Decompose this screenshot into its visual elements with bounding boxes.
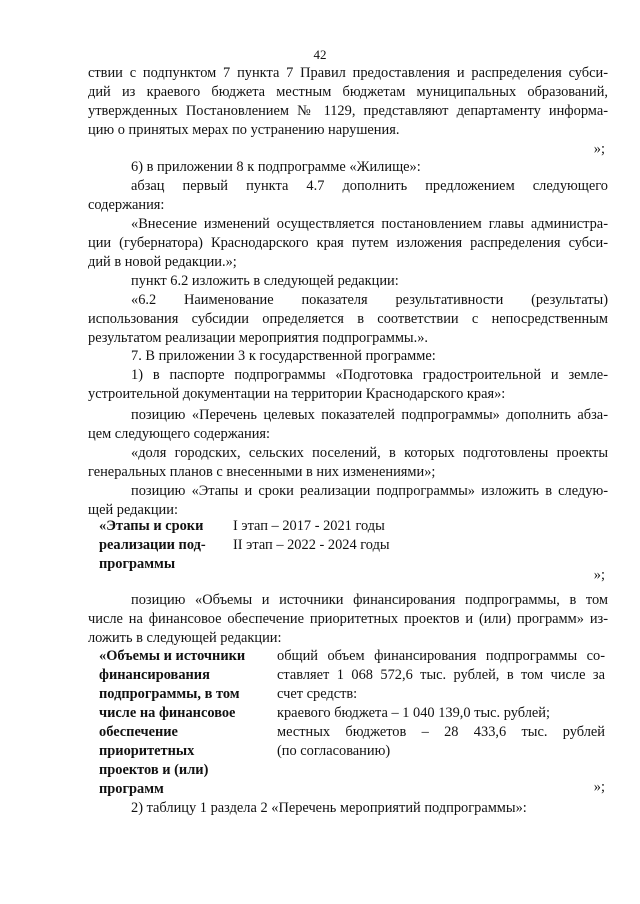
paragraph-continuation [88,64,608,159]
text-line: позицию «Объемы и источники финансирования подпрограммы, в том [131,592,608,608]
text-line: цию о принятых мерах по устранению нарушения. [88,122,400,138]
page-number: 42 [313,47,327,62]
item-6-section [88,158,608,348]
quoted-text-line: использования субсидии определяется в соответствии с непосредственным [88,311,608,327]
table-value-line: общий объем финансирования подпрограммы со- [277,648,605,664]
stages-closing [88,566,608,585]
financing-closing [88,778,608,797]
table-label-line: обеспечение [99,724,178,740]
table-label-line: проектов и (или) [99,762,209,778]
item-7-section [88,347,608,404]
item-7-heading: 7. В приложении 3 к государственной программе: [131,348,436,364]
table-value-line: (по согласованию) [277,743,391,759]
closing-quote: »; [593,779,605,795]
financing-table-value [277,647,605,761]
table-label-line: подпрограммы, в том [99,686,240,702]
stages-table-value [233,517,390,555]
quoted-text-line: генеральных планов с внесенными в них изменениями»; [88,464,436,480]
table-value-line: краевого бюджета – 1 040 139,0 тыс. рублей; [277,705,550,721]
text-line: 1) в паспорте подпрограммы «Подготовка градостроительной и земле- [131,367,608,383]
item-6-heading: 6) в приложении 8 к подпрограмме «Жилище»: [131,159,421,175]
quoted-text-line: результатом реализации мероприятия подпрограммы.». [88,330,428,346]
table-value-line: местных бюджетов – 28 433,6 тыс. рублей [277,724,605,740]
text-line: цем следующего содержания: [88,426,271,442]
closing-quote: »; [593,567,605,583]
table-value-line: I этап – 2017 - 2021 годы [233,518,385,534]
text-line: утвержденных Постановлением № 1129, представляют департаменту информа- [88,103,608,119]
text-line: позицию «Этапы и сроки реализации подпрограммы» изложить в следую- [131,483,608,499]
text-line: числе на финансовое обеспечение приоритетных проектов и (или) программ» из- [88,611,608,627]
table-value-line: счет средств: [277,686,358,702]
quoted-text-line: ции (губернатора) Краснодарского края путем изложения распределения субси- [88,235,608,251]
financing-table-label [99,647,245,799]
text-line: пункт 6.2 изложить в следующей редакции: [131,273,399,289]
text-line: устроительной документации на территории Краснодарского края»: [88,386,506,402]
table-value-line: II этап – 2022 - 2024 годы [233,537,390,553]
quoted-text-line: дий в новой редакции.»; [88,254,237,270]
quoted-text-line: «доля городских, сельских поселений, в которых подготовлены проекты [131,445,608,461]
table-label-line: реализации под- [99,537,206,553]
item-7-sub2 [88,799,608,818]
text-line: содержания: [88,197,165,213]
table-label-line: программы [99,556,176,572]
quoted-text-line: «Внесение изменений осуществляется постановлением главы администра- [131,216,608,232]
table-value-line: ставляет 1 068 572,6 тыс. рублей, в том числе за [277,667,605,683]
text-line: абзац первый пункта 4.7 дополнить предложением следующего [131,178,608,194]
table-label-line: финансирования [99,667,210,683]
table-label-line: «Объемы и источники [99,648,246,664]
text-line: 2) таблицу 1 раздела 2 «Перечень мероприятий подпрограммы»: [131,800,527,816]
closing-quote: »; [593,141,605,157]
quoted-text-line: «6.2 Наименование показателя результативности (результаты) [131,292,608,308]
text-line: ложить в следующей редакции: [88,630,282,646]
position-financing [88,591,608,648]
table-label-line: «Этапы и сроки [99,518,204,534]
text-line: дий из краевого бюджета местным бюджетам муниципальных образований, [88,84,608,100]
text-line: ствии с подпунктом 7 пункта 7 Правил предоставления и распределения субси- [88,65,608,81]
table-label-line: числе на финансовое [99,705,236,721]
text-line: позицию «Перечень целевых показателей подпрограммы» дополнить абза- [131,407,608,423]
text-line: щей редакции: [88,502,178,518]
table-label-line: приоритетных [99,743,195,759]
position-targets [88,406,608,520]
table-label-line: программ [99,781,164,797]
